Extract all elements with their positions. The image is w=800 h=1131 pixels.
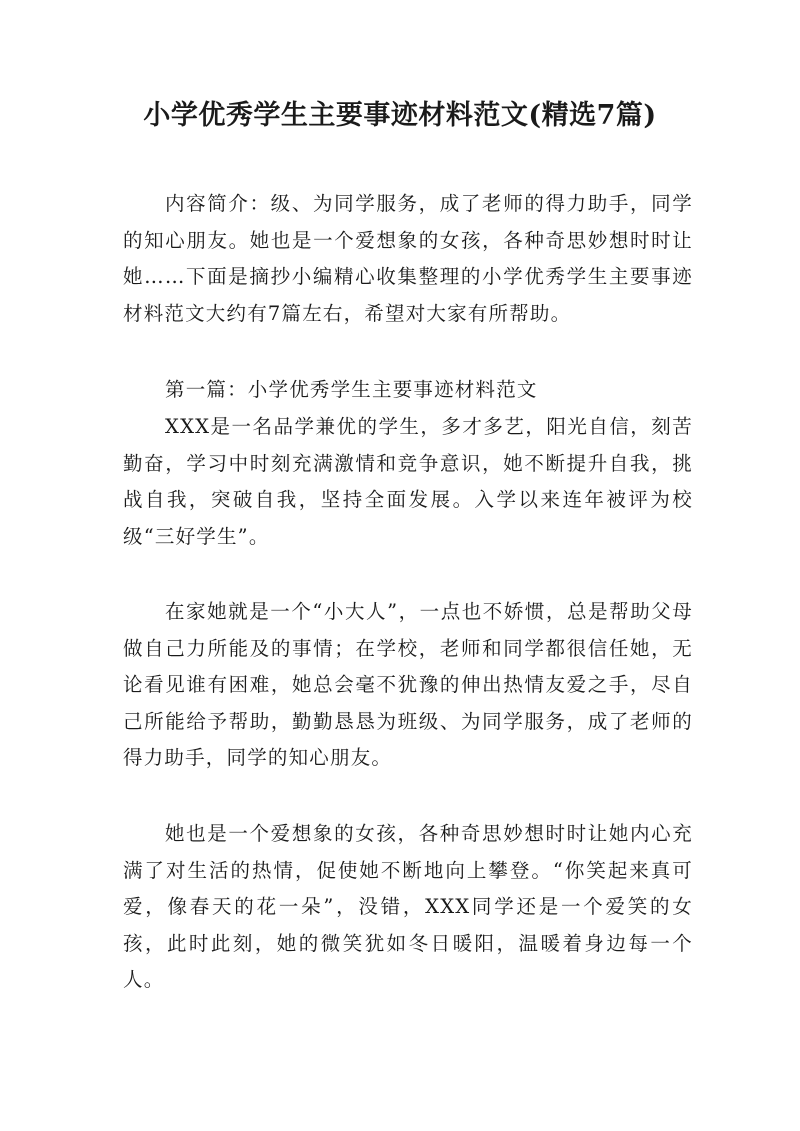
- body-paragraph: 她也是一个爱想象的女孩，各种奇思妙想时时让她内心充满了对生活的热情，促使她不断地向上攀登。“你笑起来真可爱，像春天的花一朵”，没错，XXX同学还是一个爱笑的女孩，此时此刻，她的微笑犹如冬日暖阳，温暖着身边每一个人。: [123, 822, 693, 991]
- document-title: 小学优秀学生主要事迹材料范文(精选7篇): [143, 100, 657, 131]
- body-paragraph: XXX是一名品学兼优的学生，多才多艺，阳光自信，刻苦勤奋，学习中时刻充满激情和竞争意识，她不断提升自我，挑战自我，突破自我，坚持全面发展。入学以来连年被评为校级“三好学生”。: [123, 415, 693, 548]
- section-heading: 第一篇：小学优秀学生主要事迹材料范文: [165, 378, 538, 401]
- intro-paragraph: 内容简介：级、为同学服务，成了老师的得力助手，同学的知心朋友。她也是一个爱想象的女孩，各种奇思妙想时时让她……下面是摘抄小编精心收集整理的小学优秀学生主要事迹材料范文大约有7篇左右，希望对大家有所帮助。: [123, 192, 693, 325]
- body-paragraph: 在家她就是一个“小大人”，一点也不娇惯，总是帮助父母做自己力所能及的事情；在学校，老师和同学都很信任她，无论看见谁有困难，她总会毫不犹豫的伸出热情友爱之手，尽自己所能给予帮助，勤勤恳恳为班级、为同学服务，成了老师的得力助手，同学的知心朋友。: [123, 600, 693, 769]
